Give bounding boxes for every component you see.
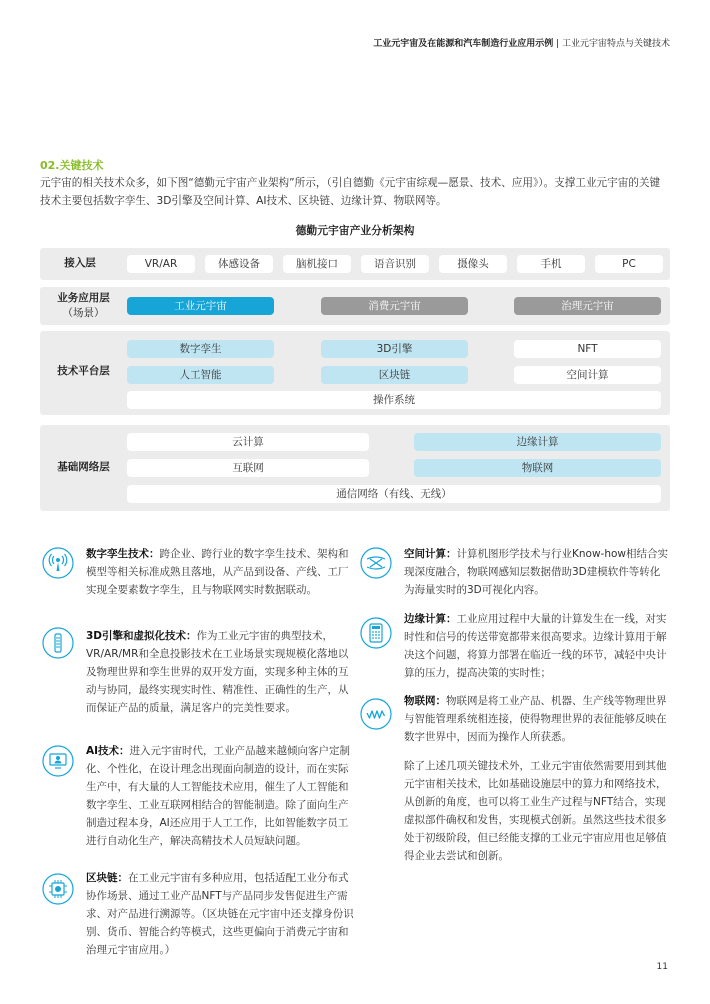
section-intro: 元宇宙的相关技术众多，如下图“德勤元宇宙产业架构”所示，（引自德勤《元宇宙综观—愿景、技术、应用》）。支撑工业元宇宙的关键技术主要包括数字孪生、3D引擎及空间计算、AI技术、区块链、边缘计算、物联网等。 — [40, 177, 661, 207]
feature-blockchain-term: 区块链： — [86, 872, 128, 884]
access-item-pc: PC — [595, 255, 663, 273]
business-item-governance: 治理元宇宙 — [514, 297, 661, 315]
feature-3d-engine — [86, 627, 358, 717]
infra-item-internet: 互联网 — [127, 459, 369, 477]
access-item-motion-device: 体感设备 — [205, 255, 273, 273]
access-layer-band — [40, 248, 670, 280]
feature-iot-text: 物联网是将工业产品、机器、生产线等物理世界与智能管理系统相连接，使得物理世界的表征能够反映在数字世界中，因而为操作人所获悉。 — [404, 695, 667, 743]
infra-layer-band — [40, 425, 670, 511]
feature-edge-term: 边缘计算： — [404, 613, 457, 625]
access-item-voice: 语音识别 — [361, 255, 429, 273]
infra-layer-label: 基础网络层 — [57, 461, 110, 473]
feature-ai-text: 进入元宇宙时代，工业产品越来越倾向客户定制化、个性化，在设计理念出现面向制造的设计，而在实际生产中，有大量的人工智能技术应用，催生了人工智能和数字孪生、工业互联网相结合的智能制造。除了面向生产制造过程本身，AI还应用于人工工作，比如智能数字员工进行自动化生产，解决高精技术人员短缺问题。 — [86, 745, 351, 847]
tech-item-3d-engine: 3D引擎 — [321, 340, 468, 358]
feature-edge-text: 工业应用过程中大量的计算发生在一线，对实时性和信号的传送带宽都带来很高要求。边缘计算用于解决这个问题，将算力部署在临近一线的环节，减轻中央计算的压力，提高决策的实时性； — [404, 613, 667, 679]
diagram-title: 德勤元宇宙产业分析架构 — [295, 224, 415, 237]
feature-spatial-term: 空间计算： — [404, 548, 457, 560]
feature-ai-term: AI技术： — [86, 745, 130, 757]
tech-item-blockchain: 区块链 — [321, 366, 468, 384]
feature-iot — [404, 692, 670, 746]
tech-layer-label: 技术平台层 — [57, 365, 110, 377]
page-number: 11 — [656, 962, 668, 972]
access-item-phone: 手机 — [517, 255, 585, 273]
tech-item-nft: NFT — [514, 340, 661, 358]
infra-item-network: 通信网络（有线、无线） — [127, 485, 661, 503]
tech-item-digital-twin: 数字孪生 — [127, 340, 274, 358]
tech-item-ai: 人工智能 — [127, 366, 274, 384]
feature-blockchain — [86, 869, 358, 959]
wave-sensor-icon — [360, 698, 392, 730]
closing-paragraph: 除了上述几项关键技术外，工业元宇宙依然需要用到其他元宇宙相关技术，比如基础设施层中的算力和网络技术，从创新的角度，也可以将工业生产过程与NFT结合，实现虚拟部件确权和发售，实现模式创新。虽然这些技术很多处于初级阶段，但已经能支撑的工业元宇宙应用也足够值得企业去尝试和创新。 — [404, 760, 667, 862]
tech-item-os: 操作系统 — [127, 391, 661, 409]
feature-3d-engine-text: 作为工业元宇宙的典型技术，VR/AR/MR和全息投影技术在工业场景实现规模化落地以及物理世界和孪生世界的双开发方面，实现多种主体的互动与协同，最终实现实时性、精准性、正确性的生产，从而保证产品的质量，满足客户的完美性要求。 — [86, 630, 349, 714]
tech-item-spatial: 空间计算 — [514, 366, 661, 384]
feature-digital-twin-term: 数字孪生技术： — [86, 548, 160, 560]
infra-item-cloud: 云计算 — [127, 433, 369, 451]
infra-item-edge: 边缘计算 — [414, 433, 661, 451]
feature-blockchain-text: 在工业元宇宙有多种应用，包括适配工业分布式协作场景、通过工业产品NFT与产品同步发售促进生产需求、对产品进行溯源等。（区块链在元宇宙中还支撑身份识别、货币、智能合约等模式，这些更偏向于消费元宇宙和治理元宇宙应用。） — [86, 872, 354, 956]
feature-digital-twin — [86, 545, 358, 599]
header-subtitle: 工业元宇宙特点与关键技术 — [561, 39, 670, 49]
feature-spatial — [404, 545, 670, 599]
running-header — [373, 36, 670, 49]
chip-coin-icon — [42, 873, 74, 905]
business-layer-label-line1: 业务应用层 — [57, 292, 110, 304]
header-title: 工业元宇宙及在能源和汽车制造行业应用示例 — [373, 39, 554, 49]
vr-headset-icon — [42, 627, 74, 659]
feature-ai — [86, 742, 358, 850]
feature-iot-term: 物联网： — [404, 695, 446, 707]
feature-edge — [404, 610, 670, 682]
monitor-person-icon — [42, 745, 74, 777]
access-item-vrar: VR/AR — [127, 255, 195, 273]
calculator-icon — [360, 617, 392, 649]
feature-spatial-text: 计算机图形学技术与行业Know-how相结合实现深度融合，物联网感知层数据借助3D建模软件等转化为海量实时的3D可视化内容。 — [404, 548, 669, 596]
header-separator: | — [553, 39, 562, 49]
tech-layer-band — [40, 331, 670, 415]
feature-digital-twin-text: 跨企业、跨行业的数字孪生技术、架构和模型等相关标准成熟且落地，从产品到设备、产线、工厂实现全要素数字孪生，且与物联网实时数据联动。 — [86, 548, 349, 596]
access-item-camera: 摄像头 — [439, 255, 507, 273]
section-title: 02.关键技术 — [40, 159, 104, 172]
business-item-industrial: 工业元宇宙 — [127, 297, 274, 315]
feature-3d-engine-term: 3D引擎和虚拟化技术： — [86, 630, 197, 642]
business-item-consumer: 消费元宇宙 — [321, 297, 468, 315]
infra-item-iot: 物联网 — [414, 459, 661, 477]
signal-tower-icon — [42, 547, 74, 579]
access-layer-label: 接入层 — [64, 257, 96, 269]
spatial-lines-icon — [360, 547, 392, 579]
business-layer-label-line2: （场景） — [62, 307, 105, 319]
access-item-bci: 脑机接口 — [283, 255, 351, 273]
business-layer-band — [40, 287, 670, 325]
business-layer-label — [40, 291, 127, 321]
